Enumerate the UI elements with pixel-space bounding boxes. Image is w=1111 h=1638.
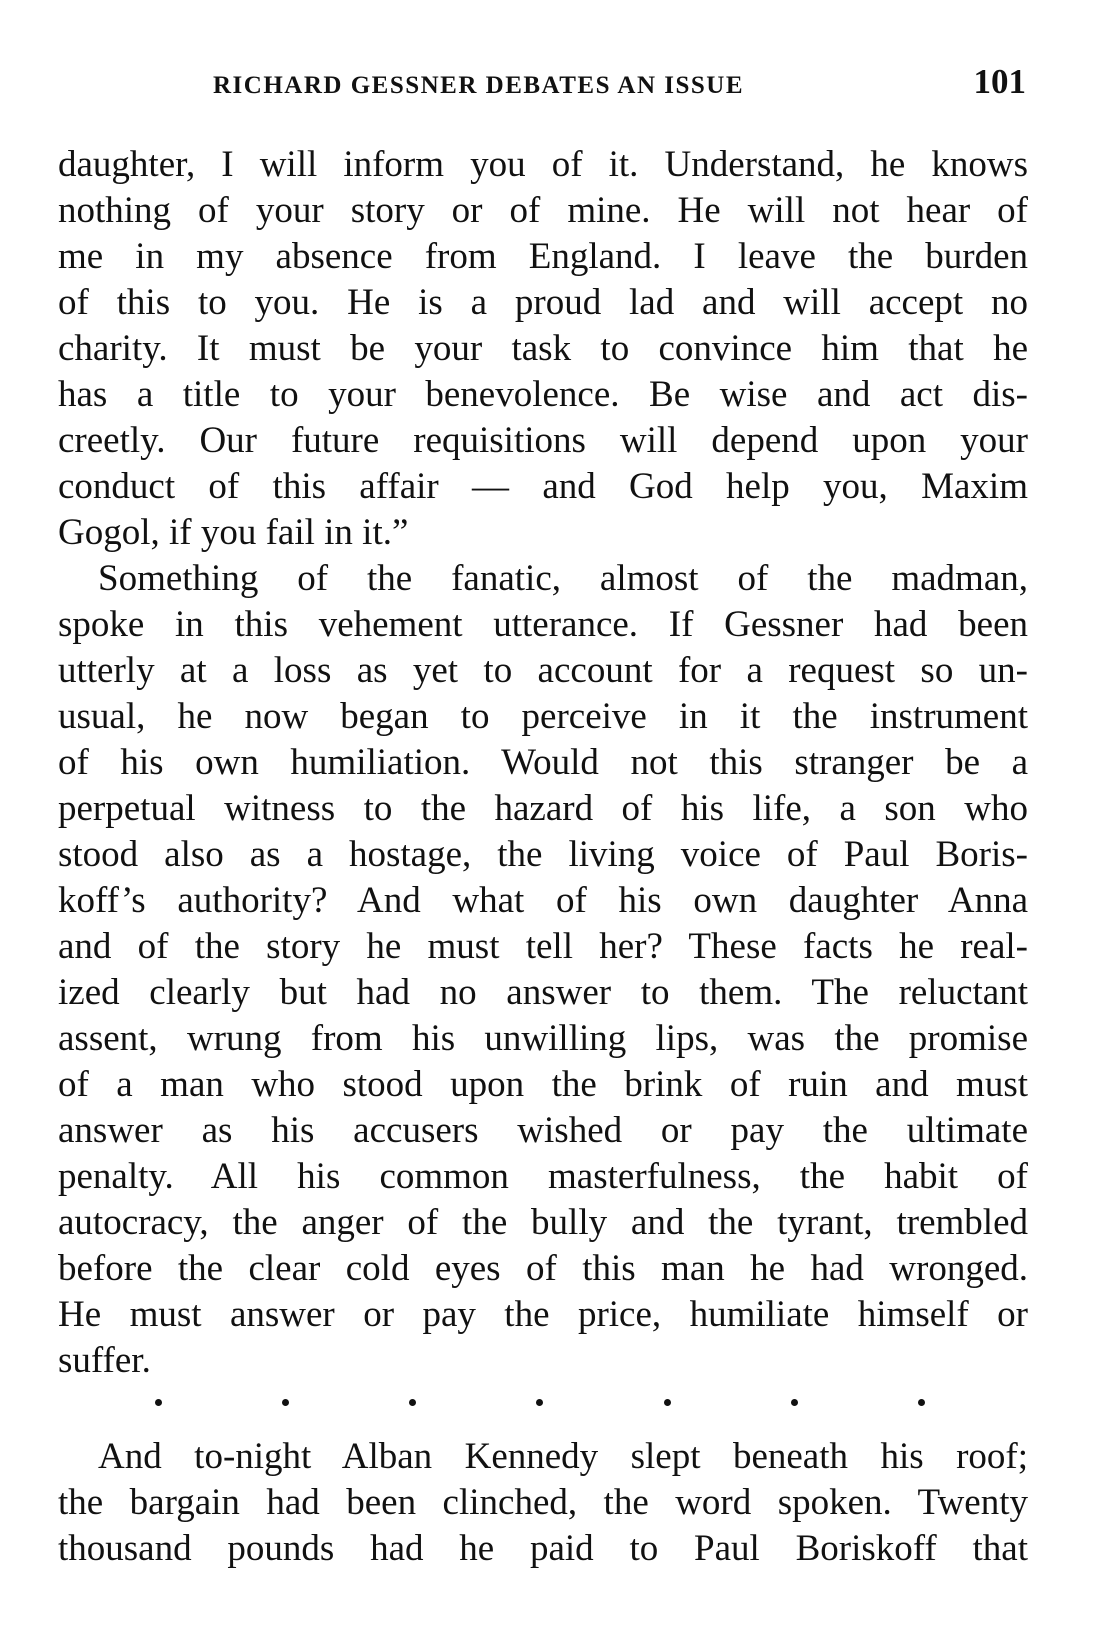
text-line: and of the story he must tell her? These facts he real- <box>58 926 1028 967</box>
text-line: of a man who stood upon the brink of ruin and must <box>58 1064 1028 1105</box>
paragraph-1 <box>58 142 1028 556</box>
text-line: me in my absence from England. I leave the burden <box>58 236 1028 277</box>
text-line: autocracy, the anger of the bully and the tyrant, trembled <box>58 1202 1028 1243</box>
ornament-dot <box>155 1399 162 1406</box>
text-line: before the clear cold eyes of this man he had wronged. <box>58 1248 1028 1289</box>
ornament-dot <box>664 1399 671 1406</box>
ornament-dot <box>791 1399 798 1406</box>
text-line: penalty. All his common masterfulness, the habit of <box>58 1156 1028 1197</box>
main-text <box>58 142 1028 1384</box>
paragraph-2 <box>58 556 1028 1384</box>
text-line: utterly at a loss as yet to account for a request so un- <box>58 650 1028 691</box>
text-line: stood also as a hostage, the living voice of Paul Boris- <box>58 834 1028 875</box>
text-line: answer as his accusers wished or pay the ultimate <box>58 1110 1028 1151</box>
text-line: conduct of this affair — and God help you, Maxim <box>58 466 1028 507</box>
ornament-dot <box>409 1399 416 1406</box>
text-line: creetly. Our future requisitions will depend upon your <box>58 420 1028 461</box>
main-text-continued <box>58 1434 1028 1572</box>
text-line: Something of the fanatic, almost of the madman, <box>98 558 1028 599</box>
text-line: the bargain had been clinched, the word spoken. Twenty <box>58 1482 1028 1523</box>
section-break <box>155 1392 925 1412</box>
text-line: suffer. <box>58 1340 151 1381</box>
text-line: daughter, I will inform you of it. Understand, he knows <box>58 144 1028 185</box>
ornament-dot <box>536 1399 543 1406</box>
text-line: spoke in this vehement utterance. If Gessner had been <box>58 604 1028 645</box>
paragraph-3 <box>58 1434 1028 1572</box>
text-line: usual, he now began to perceive in it the instrument <box>58 696 1028 737</box>
text-line: of this to you. He is a proud lad and will accept no <box>58 282 1028 323</box>
text-line: perpetual witness to the hazard of his life, a son who <box>58 788 1028 829</box>
text-line: He must answer or pay the price, humiliate himself or <box>58 1294 1028 1335</box>
text-line: nothing of your story or of mine. He will not hear of <box>58 190 1028 231</box>
text-line: And to-night Alban Kennedy slept beneath his roof; <box>98 1436 1028 1477</box>
ornament-dot <box>918 1399 925 1406</box>
text-line: ized clearly but had no answer to them. The reluctant <box>58 972 1028 1013</box>
text-line: Gogol, if you fail in it.” <box>58 512 409 553</box>
ornament-dot <box>282 1399 289 1406</box>
text-line: of his own humiliation. Would not this stranger be a <box>58 742 1028 783</box>
text-line: thousand pounds had he paid to Paul Boriskoff that <box>58 1528 1028 1569</box>
text-line: charity. It must be your task to convince him that he <box>58 328 1028 369</box>
text-line: koff’s authority? And what of his own daughter Anna <box>58 880 1028 921</box>
running-title: RICHARD GESSNER DEBATES AN ISSUE <box>213 72 745 99</box>
page-number: 101 <box>973 62 1026 101</box>
running-header <box>58 62 1028 112</box>
text-line: has a title to your benevolence. Be wise and act dis- <box>58 374 1028 415</box>
text-line: assent, wrung from his unwilling lips, was the promise <box>58 1018 1028 1059</box>
